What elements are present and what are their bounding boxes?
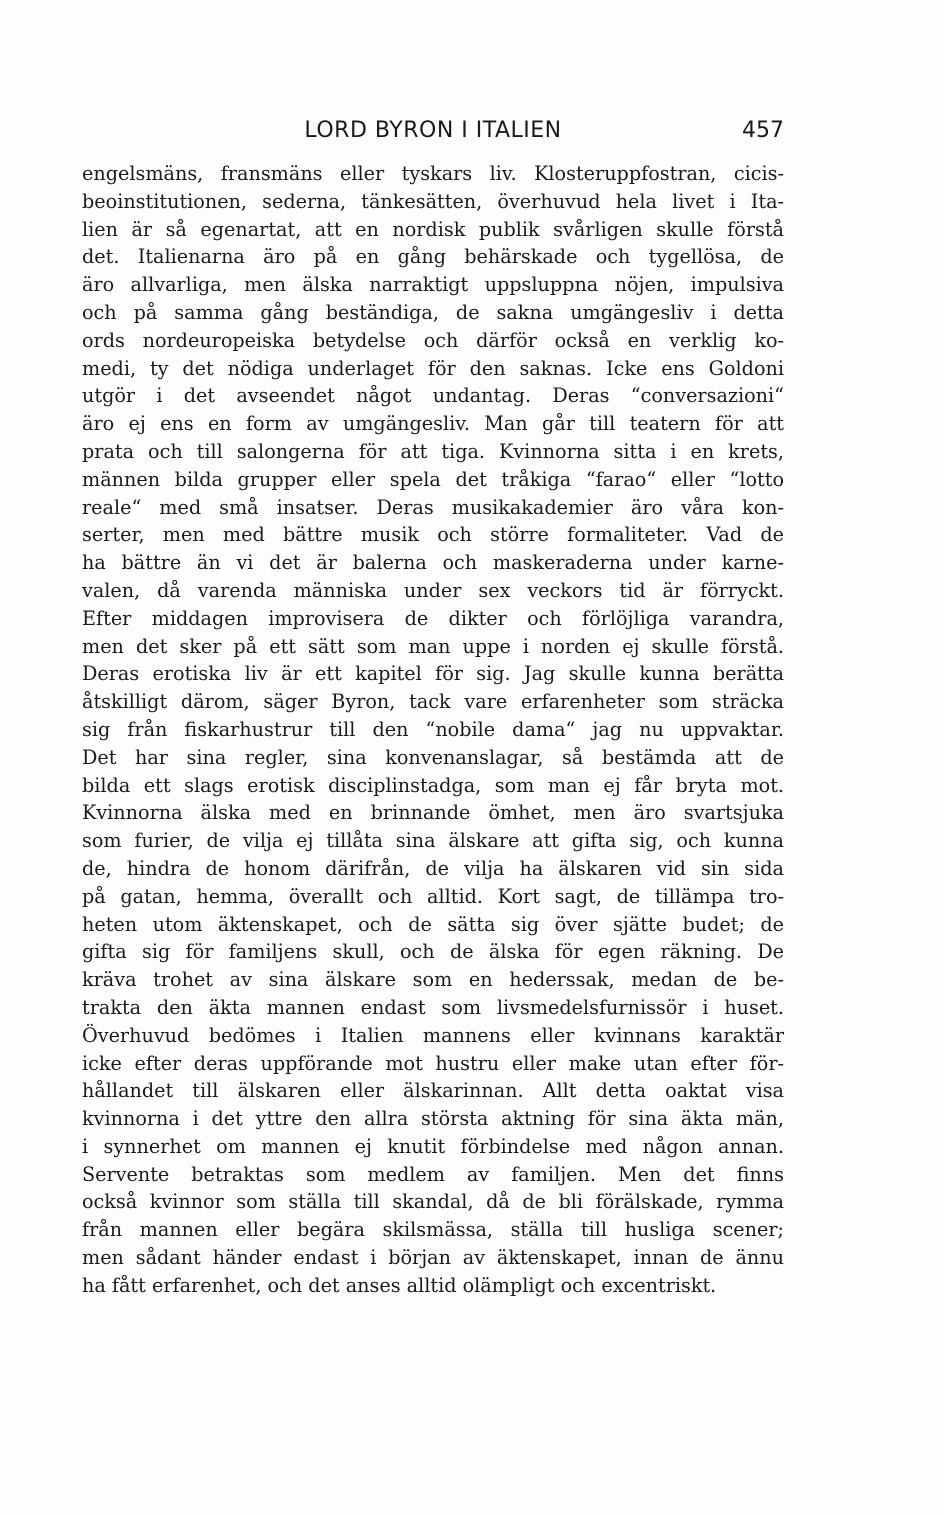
text-line: ords nordeuropeiska betydelse och därför också en verklig ko- — [82, 328, 784, 352]
text-line: utgör i det avseendet något undantag. Deras “conversazioni“ — [82, 384, 784, 408]
text-line: Överhuvud bedömes i Italien mannens eller kvinnans karaktär — [82, 1023, 784, 1047]
text-line: på gatan, hemma, överallt och alltid. Kort sagt, de tillämpa tro- — [82, 884, 784, 908]
text-line: sig från fiskarhustrur till den “nobile dama“ jag nu uppvaktar. — [82, 717, 784, 741]
text-line: männen bilda grupper eller spela det tråkiga “farao“ eller “lotto — [82, 467, 784, 491]
page-number: 457 — [742, 118, 784, 143]
text-line: kräva trohet av sina älskare som en hederssak, medan de be- — [82, 968, 784, 992]
text-line: äro allvarliga, men älska narraktigt uppsluppna nöjen, impulsiva — [82, 273, 784, 297]
text-line: men det sker på ett sätt som man uppe i norden ej skulle förstå. — [82, 634, 784, 658]
text-line: serter, men med bättre musik och större formaliteter. Vad de — [82, 523, 784, 547]
text-line: Efter middagen improvisera de dikter och förlöjliga varandra, — [82, 606, 784, 630]
text-line: gifta sig för familjens skull, och de älska för egen räkning. De — [82, 940, 784, 964]
text-line: men sådant händer endast i början av äktenskapet, innan de ännu — [82, 1246, 784, 1270]
running-title: LORD BYRON I ITALIEN — [304, 118, 562, 143]
text-line: äro ej ens en form av umgängesliv. Man går till teatern för att — [82, 412, 784, 436]
text-line: kvinnorna i det yttre den allra största aktning för sina äkta män, — [82, 1107, 784, 1131]
text-line: prata och till salongerna för att tiga. Kvinnorna sitta i en krets, — [82, 439, 784, 463]
text-line: icke efter deras uppförande mot hustru eller make utan efter för- — [82, 1051, 784, 1075]
text-line: Det har sina regler, sina konvenanslagar, så bestämda att de — [82, 745, 784, 769]
text-line: Deras erotiska liv är ett kapitel för sig. Jag skulle kunna berätta — [82, 662, 784, 686]
text-line: lien är så egenartat, att en nordisk publik svårligen skulle förstå — [82, 217, 784, 241]
text-line: Kvinnorna älska med en brinnande ömhet, men äro svartsjuka — [82, 801, 784, 825]
text-line: det. Italienarna äro på en gång behärskade och tygellösa, de — [82, 245, 784, 269]
running-head — [82, 114, 784, 148]
text-line: trakta den äkta mannen endast som livsmedelsfurnissör i huset. — [82, 995, 784, 1019]
text-line: åtskilligt därom, säger Byron, tack vare erfarenheter som sträcka — [82, 690, 784, 714]
text-line: ha bättre än vi det är balerna och maskeraderna under karne- — [82, 551, 784, 575]
text-line: bilda ett slags erotisk disciplinstadga, som man ej får bryta mot. — [82, 773, 784, 797]
text-line: reale“ med små insatser. Deras musikakademier äro våra kon- — [82, 495, 784, 519]
text-line: också kvinnor som ställa till skandal, då de bli förälskade, rymma — [82, 1190, 784, 1214]
text-line: ha fått erfarenhet, och det anses alltid olämpligt och excentriskt. — [82, 1273, 717, 1297]
text-line: som furier, de vilja ej tillåta sina älskare att gifta sig, och kunna — [82, 829, 784, 853]
text-line: Servente betraktas som medlem av familjen. Men det finns — [82, 1162, 784, 1186]
text-line: de, hindra de honom därifrån, de vilja ha älskaren vid sin sida — [82, 856, 784, 880]
text-line: medi, ty det nödiga underlaget för den saknas. Icke ens Goldoni — [82, 356, 784, 380]
text-line: beoinstitutionen, sederna, tänkesätten, överhuvud hela livet i Ita- — [82, 189, 784, 213]
text-line: i synnerhet om mannen ej knutit förbindelse med någon annan. — [82, 1134, 784, 1158]
text-line: och på samma gång beständiga, de sakna umgängesliv i detta — [82, 300, 784, 324]
body-text — [82, 160, 784, 1300]
text-line: hållandet till älskaren eller älskarinnan. Allt detta oaktat visa — [82, 1079, 784, 1103]
text-line: från mannen eller begära skilsmässa, ställa till husliga scener; — [82, 1218, 784, 1242]
text-line: engelsmäns, fransmäns eller tyskars liv. Klosteruppfostran, cicis- — [82, 162, 784, 185]
text-line: valen, då varenda människa under sex veckors tid är förryckt. — [82, 578, 784, 602]
text-line: heten utom äktenskapet, och de sätta sig över sjätte budet; de — [82, 912, 784, 936]
